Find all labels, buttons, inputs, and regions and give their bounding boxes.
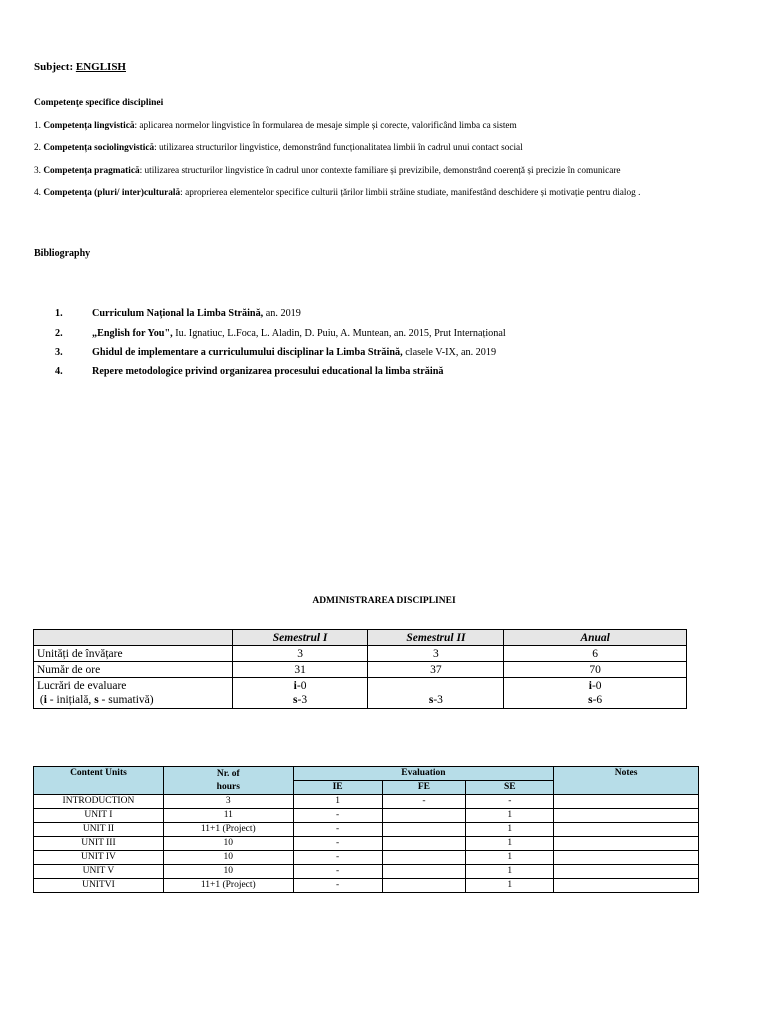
- bibliography-title: Curriculum Național la Limba Străină,: [92, 308, 264, 319]
- admin-row-label: Unități de învățare: [34, 646, 233, 662]
- bibliography-item: 1. Curriculum Național la Limba Străină, an. 2019: [55, 308, 301, 319]
- admin-cell: 6: [504, 646, 687, 662]
- header-evaluation: Evaluation: [293, 767, 554, 781]
- competence-name: Competența lingvistică: [43, 121, 135, 131]
- competence-item: 1. Competența lingvistică: aplicarea normelor lingvistice în formularea de mesaje simple și corecte, valorificând limba ca sistem: [34, 121, 517, 131]
- competence-name: Competenţa (pluri/ inter)culturală: [43, 188, 181, 198]
- bibliography-item: 4. Repere metodologice privind organizarea procesului educational la limba străină: [55, 366, 444, 377]
- competence-item: 4. Competenţa (pluri/ inter)culturală: aproprierea elementelor specifice culturii țărilor limbii străine studiate, manifestând deschidere și motivație pentru dialog .: [34, 188, 641, 198]
- header-se: SE: [466, 781, 554, 795]
- bibliography-title: Ghidul de implementare a curriculumului disciplinar la Limba Străină,: [92, 347, 403, 358]
- admin-table: [33, 629, 687, 709]
- admin-row-label: Număr de ore: [34, 662, 233, 678]
- header-ie: IE: [293, 781, 382, 795]
- competence-text: : aproprierea elementelor specifice culturii țărilor limbii străine studiate, manifestând deschidere și motivație pentru dialog .: [180, 188, 641, 198]
- content-header-row: [34, 767, 699, 781]
- content-units-table: [33, 766, 699, 893]
- table-row: UNIT IV 10 - 1: [34, 851, 699, 865]
- bibliography-title: Repere metodologice privind organizarea procesului educational la limba străină: [92, 366, 444, 377]
- bibliography-title: „English for You",: [92, 328, 173, 339]
- admin-row-units: [34, 646, 687, 662]
- admin-cell: 37: [368, 662, 504, 678]
- admin-header-blank: [34, 630, 233, 646]
- admin-cell: i-0 s-3: [232, 678, 368, 709]
- admin-header-s2: Semestrul II: [368, 630, 504, 646]
- table-row: UNIT I 11 - 1: [34, 809, 699, 823]
- header-hours: Nr. of hours: [163, 767, 293, 795]
- admin-row-hours: [34, 662, 687, 678]
- admin-row-label: Lucrări de evaluare (i - inițială, s - sumativă): [34, 678, 233, 709]
- header-fe: FE: [382, 781, 466, 795]
- admin-header-s1: Semestrul I: [232, 630, 368, 646]
- subject-value: ENGLISH: [75, 61, 126, 73]
- table-row: UNITVI 11+1 (Project) - 1: [34, 879, 699, 893]
- competence-text: : utilizarea structurilor lingvistice în cadrul unor contexte familiare și previzibile, demonstrând coerență și precizie în comunicare: [139, 166, 621, 176]
- subject-line: [34, 61, 126, 73]
- admin-row-eval: [34, 678, 687, 709]
- admin-cell: 3: [368, 646, 504, 662]
- admin-header-annual: Anual: [504, 630, 687, 646]
- competence-item: 2. Competența sociolingvistică: utilizarea structurilor lingvistice, demonstrând funcționalitatea limbii în cadrul unui contact social: [34, 143, 523, 153]
- admin-cell: i-0 s-6: [504, 678, 687, 709]
- admin-cell: 3: [232, 646, 368, 662]
- table-row: INTRODUCTION 3 1 - -: [34, 795, 699, 809]
- admin-cell: s-3: [368, 678, 504, 709]
- admin-cell: 31: [232, 662, 368, 678]
- competence-item: 3. Competența pragmatică: utilizarea structurilor lingvistice în cadrul unor contexte familiare și previzibile, demonstrând coerență și precizie în comunicare: [34, 166, 621, 176]
- competence-name: Competența pragmatică: [43, 166, 140, 176]
- competence-text: : utilizarea structurilor lingvistice, demonstrând funcționalitatea limbii în cadrul unui contact social: [154, 143, 523, 153]
- subject-label: Subject:: [34, 61, 74, 73]
- table-row: UNIT V 10 - 1: [34, 865, 699, 879]
- bibliography-heading: Bibliography: [34, 248, 91, 259]
- table-row: UNIT II 11+1 (Project) - 1: [34, 823, 699, 837]
- table-row: UNIT III 10 - 1: [34, 837, 699, 851]
- admin-cell: 70: [504, 662, 687, 678]
- competence-text: : aplicarea normelor lingvistice în formularea de mesaje simple și corecte, valorificând limba ca sistem: [134, 121, 517, 131]
- header-content-units: Content Units: [34, 767, 164, 795]
- competence-name: Competența sociolingvistică: [43, 143, 155, 153]
- bibliography-item: 3. Ghidul de implementare a curriculumului disciplinar la Limba Străină, clasele V-IX, an. 2019: [55, 347, 497, 358]
- bibliography-item: 2. „English for You", Iu. Ignatiuc, L.Foca, L. Aladin, D. Puiu, A. Muntean, an. 2015, Prut Internațional: [55, 328, 506, 339]
- admin-title: ADMINISTRAREA DISCIPLINEI: [312, 596, 456, 606]
- admin-header-row: [34, 630, 687, 646]
- header-notes: Notes: [554, 767, 699, 795]
- competences-heading: Competenţe specifice disciplinei: [34, 98, 164, 108]
